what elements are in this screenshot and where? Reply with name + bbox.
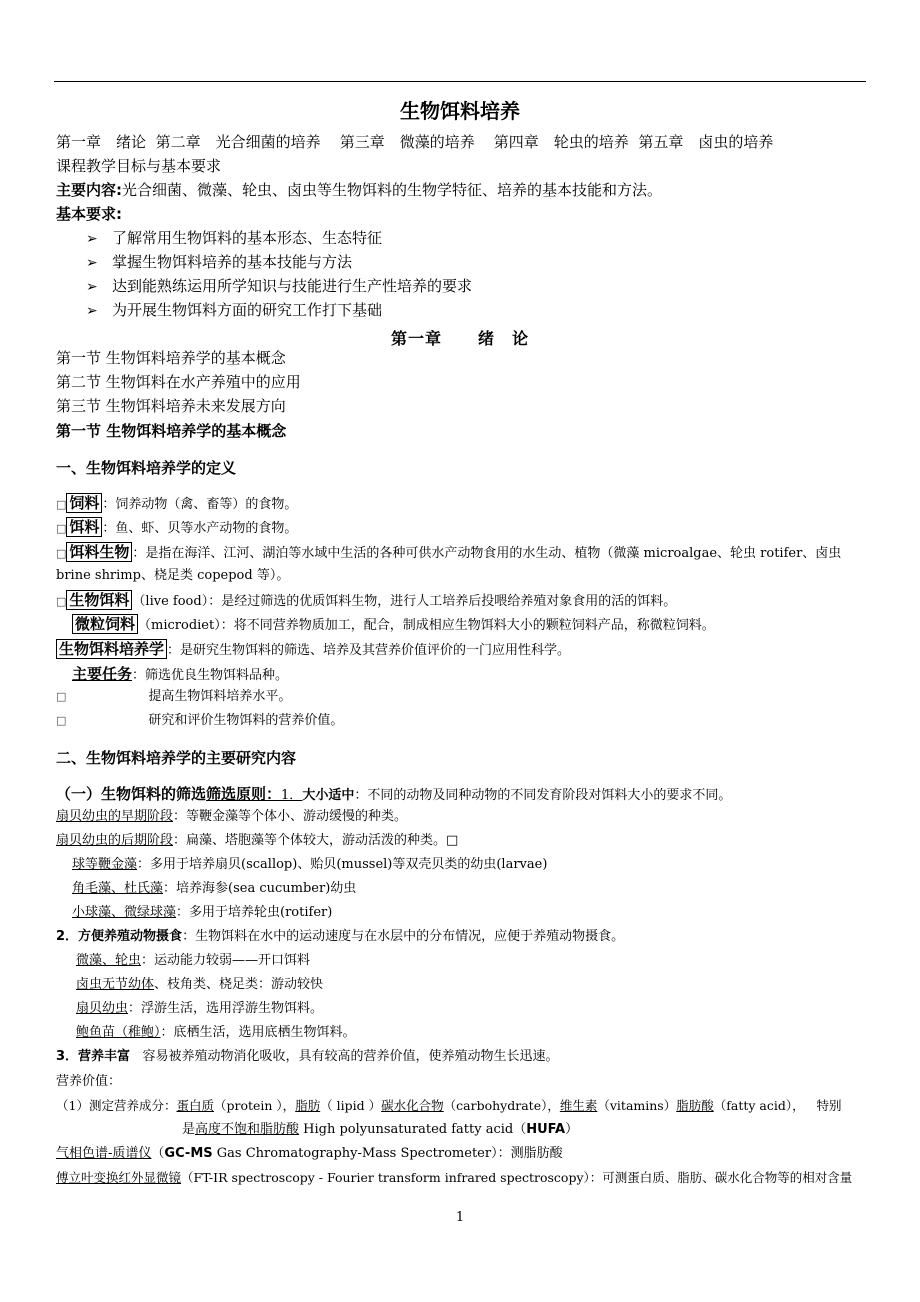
gcms-line: 气相色谱-质谱仪（GC-MS Gas Chromatography-Mass Spectrometer）：测脂肪酸 — [56, 1146, 563, 1161]
term-box: 生物饵料 — [66, 590, 132, 610]
early-stage: 扇贝幼虫的早期阶段：等鞭金藻等个体小、游动缓慢的种类。 — [56, 809, 408, 824]
page-title: 生物饵料培养 — [400, 99, 520, 123]
chapter-name: 绪 论 — [478, 329, 530, 348]
main-content-label: 主要内容: — [56, 181, 122, 199]
toc-item[interactable]: 第三章 微藻的培养 — [339, 133, 475, 151]
algae-item: 角毛藻、杜氏藻：培养海参(sea cucumber)幼虫 — [72, 881, 357, 896]
requirement-item: 达到能熟练运用所学知识与技能进行生产性培养的要求 — [112, 277, 473, 295]
toc-line — [56, 134, 773, 151]
definition-heading: 一、生物饵料培养学的定义 — [56, 459, 237, 477]
main-content-text: 光合细菌、微藻、轮虫、卤虫等生物饵料的生物学特征、培养的基本技能和方法。 — [122, 181, 663, 199]
section-link[interactable]: 第三节 生物饵料培养未来发展方向 — [56, 397, 286, 415]
definition-microdiet: 微粒饲料 （microdiet）：将不同营养物质加工，配合，制成相应生物饵料大小的颗粒饲料产品，称微粒饲料。 — [72, 616, 715, 634]
checkbox-mark-icon: □ — [56, 690, 67, 703]
arrow-bullet-icon: ➢ — [86, 279, 98, 295]
late-stage: 扇贝幼虫的后期阶段：扁藻、塔胞藻等个体较大，游动活泼的种类。□ — [56, 833, 459, 848]
checkbox-mark-icon: □ — [56, 522, 67, 535]
page-number: 1 — [455, 1210, 465, 1225]
term-box: 微粒饲料 — [72, 614, 138, 634]
basic-requirements-label: 基本要求: — [56, 205, 122, 223]
requirement-item: 了解常用生物饵料的基本形态、生态特征 — [112, 229, 383, 247]
checkbox-mark-icon: □ — [56, 714, 67, 727]
requirement-item: 为开展生物饵料方面的研究工作打下基础 — [112, 301, 383, 319]
screening-line: （一）生物饵料的筛选筛选原则：1．大小适中：不同的动物及同种动物的不同发育阶段对饵料大小的要求不同。 — [56, 785, 732, 803]
definition-live-food: □ 生物饵料 （live food）：是经过筛选的优质饵料生物，进行人工培养后投喂给养殖对象食用的活的饵料。 — [56, 591, 677, 609]
requirement-item: 掌握生物饵料培养的基本技能与方法 — [112, 253, 353, 271]
definition-bait-organism-cont: brine shrimp、桡足类 copepod 等）。 — [56, 568, 290, 583]
checkbox-mark-icon: □ — [56, 595, 67, 608]
section-heading: 第一节 生物饵料培养学的基本概念 — [56, 422, 287, 440]
nutrition-rich: 3．营养丰富 容易被养殖动物消化吸收，具有较高的营养价值，使养殖动物生长迅速。 — [56, 1049, 559, 1064]
definition-bait: □ 饵料 ：鱼、虾、贝等水产动物的食物。 — [56, 518, 298, 536]
chapter-heading — [0, 326, 920, 349]
research-heading: 二、生物饵料培养学的主要研究内容 — [56, 749, 297, 767]
ftir-line: 傅立叶变换红外显微镜（FT-IR spectroscopy - Fourier transform infrared spectroscopy）：可测蛋白质、脂肪、碳水化合物等的相对含量 — [56, 1170, 853, 1185]
feeding-convenience: 2．方便养殖动物摄食：生物饵料在水中的运动速度与在水层中的分布情况，应便于养殖动物摄食。 — [56, 929, 625, 944]
definition-bait-organism: □ 饵料生物 ：是指在海洋、江河、湖泊等水域中生活的各种可供水产动物食用的水生动、植物（微藻 microalgae、轮虫 rotifer、卤虫 — [56, 543, 842, 561]
feed-item: 微藻、轮虫：运动能力较弱——开口饵料 — [76, 953, 311, 968]
term-box: 生物饵料培养学 — [56, 639, 167, 659]
chapter-number: 第一章 — [390, 329, 442, 348]
course-goals-heading: 课程教学目标与基本要求 — [56, 157, 222, 175]
toc-item[interactable]: 第二章 光合细菌的培养 — [155, 133, 321, 151]
nutrition-value-label: 营养价值： — [56, 1074, 122, 1089]
checkbox-mark-icon: □ — [56, 498, 67, 511]
section-link[interactable]: 第二节 生物饵料在水产养殖中的应用 — [56, 373, 301, 391]
feed-item: 扇贝幼虫：浮游生活，选用浮游生物饵料。 — [76, 1001, 324, 1016]
header-rule — [54, 81, 866, 82]
main-tasks: 主要任务：筛选优良生物饵料品种。 — [72, 665, 289, 683]
main-content — [56, 182, 662, 199]
definition-feed: □ 饲料 ：饲养动物（禽、畜等）的食物。 — [56, 494, 298, 512]
toc-item[interactable]: 第一章 绪论 — [56, 133, 147, 151]
term-box: 饲料 — [66, 493, 102, 513]
arrow-bullet-icon: ➢ — [86, 303, 98, 319]
toc-item[interactable]: 第四章 轮虫的培养 — [493, 133, 629, 151]
toc-item[interactable]: 第五章 卤虫的培养 — [638, 133, 774, 151]
definition-discipline: 生物饵料培养学 ：是研究生物饵料的筛选、培养及其营养价值评价的一门应用性科学。 — [56, 641, 570, 659]
term-box: 饵料生物 — [66, 542, 132, 562]
section-link[interactable]: 第一节 生物饵料培养学的基本概念 — [56, 349, 286, 367]
measure-line: （1）测定营养成分：蛋白质（protein ），脂肪（ lipid ）碳水化合物（carbohydrate），维生素（vitamins）脂肪酸（fatty acid）， 特别 — [56, 1098, 842, 1113]
feed-item: 鲍鱼苗（稚鲍）：底栖生活，选用底栖生物饵料。 — [76, 1025, 356, 1040]
main-tasks-label: 主要任务 — [72, 665, 133, 683]
arrow-bullet-icon: ➢ — [86, 231, 98, 247]
algae-item: 小球藻、微绿球藻：多用于培养轮虫(rotifer) — [72, 905, 333, 920]
task-item: □ 提高生物饵料培养水平。 — [56, 689, 292, 704]
task-item: □ 研究和评价生物饵料的营养价值。 — [56, 713, 344, 728]
feed-item: 卤虫无节幼体、枝角类、桡足类：游动较快 — [76, 977, 324, 992]
algae-item: 球等鞭金藻：多用于培养扇贝(scallop)、贻贝(mussel)等双壳贝类的幼虫(larvae) — [72, 857, 548, 872]
term-box: 饵料 — [66, 517, 102, 537]
measure-line-cont: 是高度不饱和脂肪酸 High polyunsaturated fatty acid（HUFA） — [182, 1122, 579, 1137]
arrow-bullet-icon: ➢ — [86, 255, 98, 271]
checkbox-mark-icon: □ — [56, 547, 67, 560]
